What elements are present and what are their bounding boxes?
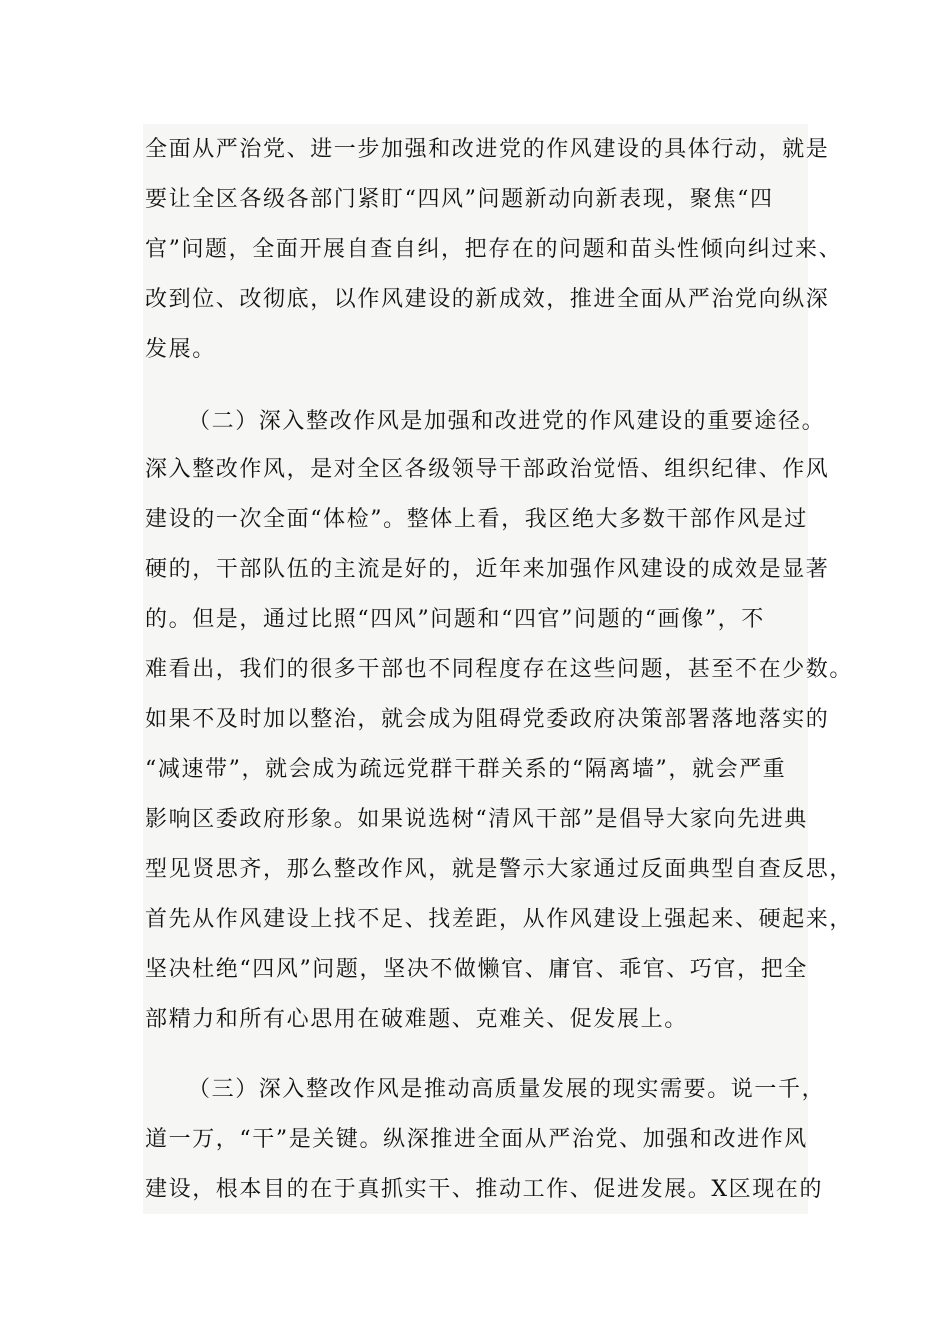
text-line: 建设的一次全面“体检”。整体上看，我区绝大多数干部作风是过 [145,507,808,532]
text-line: 全面从严治党、进一步加强和改进党的作风建设的具体行动，就是 [145,137,830,162]
text-line: 难看出，我们的很多干部也不同程度存在这些问题，甚至不在少数。 [145,657,854,682]
text-line: 深入整改作风，是对全区各级领导干部政治觉悟、组织纪律、作风 [145,457,830,482]
text-line: 发展。 [145,337,216,362]
text-line: 要让全区各级各部门紧盯“四风”问题新动向新表现，聚焦“四 [145,187,774,212]
text-line: 首先从作风建设上找不足、找差距，从作风建设上强起来、硬起来， [145,907,854,932]
text-line: “减速带”，就会成为疏远党群干群关系的“隔离墙”，就会严重 [145,757,787,782]
section-heading-3: （三）深入整改作风是推动高质量发展的现实需要。说一千， [188,1077,826,1102]
text-line: 部精力和所有心思用在破难题、克难关、促发展上。 [145,1007,688,1032]
text-line: 如果不及时加以整治，就会成为阻碍党委政府决策部署落地落实的 [145,707,830,732]
text-line: 型见贤思齐，那么整改作风，就是警示大家通过反面典型自查反思， [145,857,854,882]
text-line: 道一万，“干”是关键。纵深推进全面从严治党、加强和改进作风 [145,1127,808,1152]
section-heading-2: （二）深入整改作风是加强和改进党的作风建设的重要途径。 [188,409,826,434]
text-line: 硬的，干部队伍的主流是好的，近年来加强作风建设的成效是显著 [145,557,830,582]
text-line: 影响区委政府形象。如果说选树“清风干部”是倡导大家向先进典 [145,807,808,832]
text-line: 改到位、改彻底，以作风建设的新成效，推进全面从严治党向纵深 [145,287,830,312]
text-line: 坚决杜绝“四风”问题，坚决不做懒官、庸官、乖官、巧官，把全 [145,957,808,982]
text-line: 官”问题，全面开展自查自纠，把存在的问题和苗头性倾向纠过来、 [145,237,843,262]
text-line: 的。但是，通过比照“四风”问题和“四官”问题的“画像”，不 [145,607,765,632]
text-line: 建设，根本目的在于真抓实干、推动工作、促进发展。X区现在的 [145,1177,824,1202]
